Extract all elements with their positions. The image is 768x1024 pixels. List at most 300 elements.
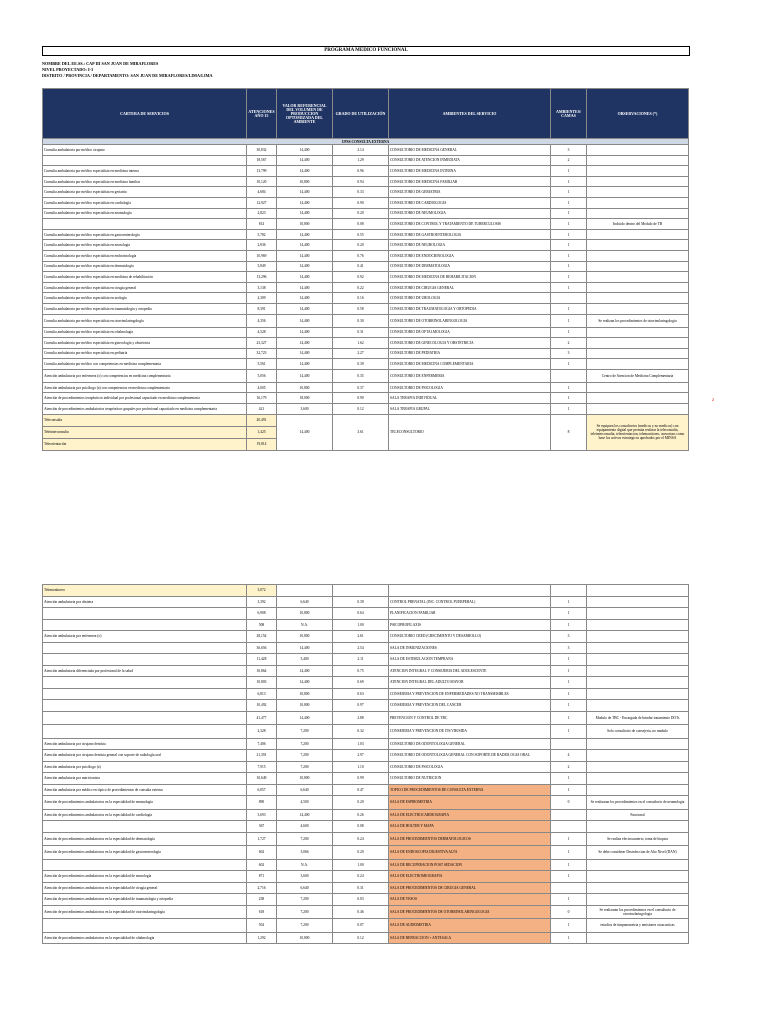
observaciones-cell bbox=[587, 303, 689, 314]
observaciones-cell bbox=[587, 197, 689, 208]
atenciones-cell: 10,649 bbox=[247, 773, 277, 785]
ambientes-camas-cell: 1 bbox=[551, 619, 587, 631]
table-row bbox=[43, 261, 689, 272]
observaciones-cell bbox=[587, 859, 689, 871]
valor-cell: 10,800 bbox=[277, 176, 333, 187]
ambiente-cell: CONSULTORIO DE MEDICINA DE REHABILITACION bbox=[389, 272, 551, 283]
ambientes-camas-cell bbox=[551, 369, 587, 382]
atenciones-cell: 1,727 bbox=[247, 832, 277, 846]
ambientes-camas-cell: 1 bbox=[551, 229, 587, 240]
grado-cell: 0.41 bbox=[333, 261, 389, 272]
grado-cell: 0.07 bbox=[333, 919, 389, 933]
cartera-cell: Consulta ambulatoria por médico especialista en ginecología y obstetricia bbox=[43, 338, 247, 349]
ambientes-camas-cell: 1 bbox=[551, 859, 587, 871]
atenciones-cell: 13,296 bbox=[247, 272, 277, 283]
ambientes-camas-cell: 3 bbox=[551, 642, 587, 654]
table-row bbox=[43, 932, 689, 944]
atenciones-cell: 5,056 bbox=[247, 369, 277, 382]
ambientes-camas-cell: 1 bbox=[551, 282, 587, 293]
grado-cell: 0.03 bbox=[333, 894, 389, 906]
valor-cell: 3,600 bbox=[277, 871, 333, 883]
ambiente-cell: CONTROL PRENATAL (INC. CONTROL PUERPERAL) bbox=[389, 596, 551, 608]
atenciones-cell: 3,072 bbox=[247, 585, 277, 597]
atenciones-cell: 10,803 bbox=[247, 677, 277, 689]
ambientes-camas-cell: 1 bbox=[551, 596, 587, 608]
ambiente-cell: CONSULTORIO DE TRAUMATOLOGIA Y ORTOPEDIA bbox=[389, 303, 551, 314]
table-row bbox=[43, 784, 689, 796]
cartera-cell: Atención ambulatoria por psicólogo (a) bbox=[43, 761, 247, 773]
atenciones-cell: 1,292 bbox=[247, 932, 277, 944]
grado-cell: 0.22 bbox=[333, 282, 389, 293]
observaciones-cell bbox=[587, 382, 689, 393]
observaciones-cell bbox=[587, 293, 689, 304]
valor-cell: 10,800 bbox=[277, 631, 333, 643]
ambiente-cell: SALA DE ELECTROCARDIOGRAFIA bbox=[389, 809, 551, 821]
atenciones-cell: 18,567 bbox=[247, 155, 277, 166]
valor-cell: 14,400 bbox=[277, 208, 333, 219]
ambiente-cell: SALA DE YESOS bbox=[389, 894, 551, 906]
ambientes-camas-cell: 1 bbox=[551, 187, 587, 198]
grado-cell: 0.96 bbox=[333, 166, 389, 177]
valor-cell: 6,640 bbox=[277, 784, 333, 796]
ambiente-cell bbox=[389, 585, 551, 597]
atenciones-cell: 7,406 bbox=[247, 738, 277, 750]
ambientes-camas-cell: 1 bbox=[551, 359, 587, 370]
atenciones-cell: 10,864 bbox=[247, 665, 277, 677]
table-row bbox=[43, 404, 689, 415]
table-row bbox=[43, 677, 689, 689]
grado-cell: 0.20 bbox=[333, 846, 389, 860]
cartera-cell bbox=[43, 677, 247, 689]
table-row bbox=[43, 303, 689, 314]
ambiente-cell: CONSEJERIA Y PREVENCION DE ENFERMEDADES NO TRANSMISIBLES bbox=[389, 688, 551, 700]
table-row bbox=[43, 282, 689, 293]
ambiente-cell: PREVENCION Y CONTROL DE TBC bbox=[389, 711, 551, 725]
grado-cell: 2.11 bbox=[333, 654, 389, 666]
valor-cell: 14,400 bbox=[277, 711, 333, 725]
ambiente-cell: CONSULTORIO DE DERMATOLOGIA bbox=[389, 261, 551, 272]
atenciones-cell: 12,927 bbox=[247, 197, 277, 208]
cartera-cell bbox=[43, 688, 247, 700]
cartera-cell: Consulta ambulatoria por médico especialista en urología bbox=[43, 293, 247, 304]
ambiente-cell: TOPICO DE PROCEDIMIENTOS DE CONSULTA EXTERNA bbox=[389, 784, 551, 796]
ambiente-cell: CONSULTORIO DE GERIATRIA bbox=[389, 187, 551, 198]
ambiente-cell: CONSULTORIO DE UROLOGIA bbox=[389, 293, 551, 304]
ambiente-cell: CONSULTORIO DE ATENCION INMEDIATA bbox=[389, 155, 551, 166]
cartera-cell: Consulta ambulatoria por médico especialista en cardiología bbox=[43, 197, 247, 208]
table-row bbox=[43, 821, 689, 833]
valor-cell: 14,400 bbox=[277, 338, 333, 349]
table-row bbox=[43, 272, 689, 283]
atenciones-cell: 8,391 bbox=[247, 303, 277, 314]
ambiente-cell: PLANIFICACION FAMILIAR bbox=[389, 608, 551, 620]
valor-cell: 14,400 bbox=[277, 314, 333, 327]
grado-cell: 0.24 bbox=[333, 832, 389, 846]
table-row bbox=[43, 596, 689, 608]
ambiente-cell: CONSULTORIO DE CARDIOLOGIA bbox=[389, 197, 551, 208]
ambiente-cell: SALA DE AUDIOMETRIA bbox=[389, 919, 551, 933]
ambientes-camas-cell: 1 bbox=[551, 773, 587, 785]
valor-cell: 14,400 bbox=[277, 197, 333, 208]
table-row bbox=[43, 240, 689, 251]
observaciones-cell bbox=[587, 327, 689, 338]
ambiente-cell: SALA DE HOLTER Y MAPA bbox=[389, 821, 551, 833]
col-ambientes-camas: AMBIENTES/ CAMAS bbox=[551, 89, 587, 139]
ambientes-camas-cell: 1 bbox=[551, 272, 587, 283]
valor-cell: 14,400 bbox=[277, 369, 333, 382]
cartera-cell bbox=[43, 700, 247, 712]
ambiente-cell: CONSEJERIA Y PREVENCION DE ITS/VIH/SIDA bbox=[389, 725, 551, 739]
cartera-cell bbox=[43, 711, 247, 725]
table-row bbox=[43, 642, 689, 654]
grado-cell: 0.32 bbox=[333, 725, 389, 739]
atenciones-cell: 10,969 bbox=[247, 250, 277, 261]
observaciones-cell bbox=[587, 631, 689, 643]
atenciones-cell: 13,799 bbox=[247, 166, 277, 177]
ambientes-camas-cell: 1 bbox=[551, 176, 587, 187]
table-row bbox=[43, 327, 689, 338]
table-row bbox=[43, 585, 689, 597]
observaciones-cell bbox=[587, 585, 689, 597]
ambiente-cell: CONSULTORIO DE MEDICINA INTERNA bbox=[389, 166, 551, 177]
table-row bbox=[43, 871, 689, 883]
atenciones-cell: 814 bbox=[247, 219, 277, 230]
atenciones-cell: 10,492 bbox=[247, 700, 277, 712]
valor-cell: 7,200 bbox=[277, 725, 333, 739]
table-row bbox=[43, 846, 689, 860]
ambiente-cell: SALA DE PROCEDIMIENTOS DE CIRUGIA GENERAL bbox=[389, 882, 551, 894]
ambiente-cell: SALA TERAPIA GRUPAL bbox=[389, 404, 551, 415]
valor-cell: 14,400 bbox=[277, 272, 333, 283]
table-row bbox=[43, 414, 689, 426]
observaciones-cell bbox=[587, 155, 689, 166]
cartera-cell: Atención de procedimientos ambulatorios en la especialidad de neurología bbox=[43, 871, 247, 883]
table-row bbox=[43, 688, 689, 700]
grado-cell: 0.33 bbox=[333, 187, 389, 198]
observaciones-cell bbox=[587, 688, 689, 700]
valor-cell: 7,200 bbox=[277, 738, 333, 750]
atenciones-cell: 2,328 bbox=[247, 725, 277, 739]
cartera-cell: Atención de procedimientos ambulatorios en la especialidad de oftalmología bbox=[43, 932, 247, 944]
observaciones-cell bbox=[587, 654, 689, 666]
grado-cell: 0.24 bbox=[333, 871, 389, 883]
grado-cell: 2.88 bbox=[333, 711, 389, 725]
grado-cell: 0.31 bbox=[333, 327, 389, 338]
cartera-cell: Atención ambulatoria por médico en tópico de procedimientos de consulta externa bbox=[43, 784, 247, 796]
valor-cell: 14,400 bbox=[277, 303, 333, 314]
valor-cell: 3,600 bbox=[277, 404, 333, 415]
grado-cell bbox=[333, 585, 389, 597]
atenciones-cell: 20,491 bbox=[247, 414, 277, 426]
table-row bbox=[43, 197, 689, 208]
ambientes-camas-cell: 1 bbox=[551, 871, 587, 883]
cartera-cell: Consulta ambulatoria por médico especialista en dermatología bbox=[43, 261, 247, 272]
valor-cell: 14,400 bbox=[277, 250, 333, 261]
cartera-cell bbox=[43, 155, 247, 166]
ambiente-cell: CONSULTORIO DE MEDICINA COMPLEMENTARIA bbox=[389, 359, 551, 370]
ambiente-cell: SALA DE ELECTROMIOGRAFIA bbox=[389, 871, 551, 883]
cartera-cell: Consulta ambulatoria por médico especialista en geriatría bbox=[43, 187, 247, 198]
grado-cell: 0.46 bbox=[333, 905, 389, 919]
table-row bbox=[43, 382, 689, 393]
valor-cell: 14,400 bbox=[277, 677, 333, 689]
valor-cell: 5,400 bbox=[277, 654, 333, 666]
valor-cell: N.A. bbox=[277, 859, 333, 871]
observaciones-cell bbox=[587, 359, 689, 370]
ambientes-camas-cell: 1 bbox=[551, 608, 587, 620]
ambientes-camas-cell: 1 bbox=[551, 688, 587, 700]
observaciones-cell: Se equipara los consultorios (medicos y no medicos) con equipamiento digital que permita realizar la teleconsulta, teleinterconsulta, teleorientacion, telemonitoreo, asesoriass como base los activos estrategicos aprobados por el MINSA bbox=[587, 414, 689, 450]
ambientes-camas-cell: 3 bbox=[551, 348, 587, 359]
cartera-cell: Atención ambulatoria por obstetra bbox=[43, 596, 247, 608]
grado-cell: 0.37 bbox=[333, 382, 389, 393]
ambientes-camas-cell: 1 bbox=[551, 327, 587, 338]
grado-cell: 0.16 bbox=[333, 293, 389, 304]
grado-cell: 0.58 bbox=[333, 303, 389, 314]
observaciones-cell bbox=[587, 750, 689, 762]
grado-cell: 1.10 bbox=[333, 761, 389, 773]
observaciones-cell bbox=[587, 208, 689, 219]
services-table-bottom bbox=[42, 584, 689, 944]
ambiente-cell: CONSULTORIO DE ENDOCRINOLOGIA bbox=[389, 250, 551, 261]
valor-cell: 10,800 bbox=[277, 219, 333, 230]
observaciones-cell: Modulo de TBC - Encargada de brindar tratamiento DOTs bbox=[587, 711, 689, 725]
ambientes-camas-cell: 1 bbox=[551, 219, 587, 230]
cartera-cell: Consulta ambulatoria por médico especialista en neumología bbox=[43, 208, 247, 219]
ambiente-cell: CONSULTORIO DE NEUROLOGIA bbox=[389, 240, 551, 251]
cartera-cell bbox=[43, 219, 247, 230]
cartera-cell: Atención de procedimientos ambulatorios en la especialidad de traumatología y ortopedia bbox=[43, 894, 247, 906]
valor-cell: 7,200 bbox=[277, 761, 333, 773]
ambientes-camas-cell: 8 bbox=[551, 414, 587, 450]
ambiente-cell: ATENCION INTEGRAL Y CONSEJERIA DEL ADOLESCENTE bbox=[389, 665, 551, 677]
ambiente-cell: SALA DE REFRACCION + ANTESALA bbox=[389, 932, 551, 944]
observaciones-cell bbox=[587, 665, 689, 677]
observaciones-cell bbox=[587, 404, 689, 415]
atenciones-cell: 16,179 bbox=[247, 393, 277, 404]
atenciones-cell: 6,908 bbox=[247, 608, 277, 620]
observaciones-cell bbox=[587, 761, 689, 773]
table-row bbox=[43, 176, 689, 187]
observaciones-cell bbox=[587, 240, 689, 251]
ambiente-cell: SALA DE ESTIMULACION TEMPRANA bbox=[389, 654, 551, 666]
cartera-cell bbox=[43, 654, 247, 666]
atenciones-cell: 6,813 bbox=[247, 688, 277, 700]
atenciones-cell: 5,561 bbox=[247, 359, 277, 370]
cartera-cell: Teleinterconsulta bbox=[43, 426, 247, 438]
ambiente-cell: CONSULTORIO DE GASTROENTEROLOGIA bbox=[389, 229, 551, 240]
valor-cell: 18,000 bbox=[277, 393, 333, 404]
cartera-cell: Consulta ambulatoria por médico especialista en endocrinología bbox=[43, 250, 247, 261]
observaciones-cell bbox=[587, 166, 689, 177]
observaciones-cell bbox=[587, 348, 689, 359]
ambientes-camas-cell: 0 bbox=[551, 796, 587, 810]
atenciones-cell: 618 bbox=[247, 905, 277, 919]
atenciones-cell: 6,057 bbox=[247, 784, 277, 796]
ambientes-camas-cell: 1 bbox=[551, 711, 587, 725]
cartera-cell: Atención de procedimientos ambulatorios en la especialidad de gastroenterología bbox=[43, 846, 247, 860]
observaciones-cell: estudios de timpanometria y emisiones otoacusticas bbox=[587, 919, 689, 933]
atenciones-cell: 2,309 bbox=[247, 293, 277, 304]
atenciones-cell: 421 bbox=[247, 404, 277, 415]
atenciones-cell: 36,656 bbox=[247, 642, 277, 654]
grado-cell: 0.94 bbox=[333, 176, 389, 187]
table-row bbox=[43, 619, 689, 631]
atenciones-cell: 4,005 bbox=[247, 382, 277, 393]
cartera-cell bbox=[43, 919, 247, 933]
ambientes-camas-cell: 1 bbox=[551, 677, 587, 689]
grado-cell: 0.63 bbox=[333, 688, 389, 700]
cartera-cell: Consulta ambulatoria por médico especialista en cirugía general bbox=[43, 282, 247, 293]
col-cartera: CARTERA DE SERVICIOS bbox=[43, 89, 247, 139]
valor-cell: N.A. bbox=[277, 619, 333, 631]
facility-level: NIVEL PROYECTADO: I-3 bbox=[42, 67, 94, 72]
cartera-cell: Atención ambulatoria por nutricionista bbox=[43, 773, 247, 785]
grado-cell: 0.99 bbox=[333, 773, 389, 785]
section-band: UPSS CONSULTA EXTERNA bbox=[43, 139, 689, 145]
cartera-cell: Consulta ambulatoria por médico especialista en medicina familiar bbox=[43, 176, 247, 187]
table-row bbox=[43, 219, 689, 230]
table-row bbox=[43, 250, 689, 261]
ambiente-cell: CONSULTORIO CRED (CRECIMIENTO Y DESARROLLO) bbox=[389, 631, 551, 643]
ambiente-cell: CONSULTORIO DE NUTRICION bbox=[389, 773, 551, 785]
grado-cell: 0.20 bbox=[333, 240, 389, 251]
ambientes-camas-cell: 1 bbox=[551, 832, 587, 846]
cartera-cell: Consulta ambulatoria por médico con competencias en medicina complementaria bbox=[43, 359, 247, 370]
atenciones-cell: 41,477 bbox=[247, 711, 277, 725]
observaciones-cell bbox=[587, 272, 689, 283]
valor-cell: 7,200 bbox=[277, 894, 333, 906]
ambientes-camas-cell: 3 bbox=[551, 631, 587, 643]
ambiente-cell: SALA DE INMUNIZACIONES bbox=[389, 642, 551, 654]
table-row bbox=[43, 809, 689, 821]
grado-cell: 0.92 bbox=[333, 272, 389, 283]
ambientes-camas-cell: 1 bbox=[551, 166, 587, 177]
ambientes-camas-cell: 1 bbox=[551, 240, 587, 251]
ambiente-cell: CONSULTORIO DE MEDICINA FAMILIAR bbox=[389, 176, 551, 187]
atenciones-cell: 2,836 bbox=[247, 240, 277, 251]
valor-cell: 14,400 bbox=[277, 166, 333, 177]
grado-cell: 0.64 bbox=[333, 608, 389, 620]
atenciones-cell: 508 bbox=[247, 619, 277, 631]
table-row bbox=[43, 700, 689, 712]
observaciones-cell: Se realizaran los procedimientos en el consultorio de otorrinolaringologia bbox=[587, 905, 689, 919]
grado-cell: 1.00 bbox=[333, 859, 389, 871]
table-row bbox=[43, 919, 689, 933]
ambientes-camas-cell: 1 bbox=[551, 314, 587, 327]
grado-cell: 0.69 bbox=[333, 677, 389, 689]
grado-cell: 1.00 bbox=[333, 619, 389, 631]
observaciones-cell: Centro de Atencion de Medicina Complementaria bbox=[587, 369, 689, 382]
cartera-cell: Consulta ambulatoria por médico especialista en neurología bbox=[43, 240, 247, 251]
valor-cell: 14,400 bbox=[277, 187, 333, 198]
ambiente-cell: SALA DE ENDOSCOPIA DIGESTIVA ALTA bbox=[389, 846, 551, 860]
ambiente-cell: CONSULTORIO DE PEDIATRIA bbox=[389, 348, 551, 359]
atenciones-cell: 30,832 bbox=[247, 145, 277, 156]
ambiente-cell: CONSULTORIO DE OTORRINOLARINGOLOGIA bbox=[389, 314, 551, 327]
cartera-cell: Consulta ambulatoria por médico especialista en medicina interna bbox=[43, 166, 247, 177]
table-row bbox=[43, 155, 689, 166]
atenciones-cell: 5,849 bbox=[247, 261, 277, 272]
cartera-cell bbox=[43, 619, 247, 631]
cartera-cell bbox=[43, 725, 247, 739]
ambientes-camas-cell bbox=[551, 738, 587, 750]
atenciones-cell: 3,138 bbox=[247, 282, 277, 293]
cartera-cell: Atención de procedimientos ambulatorios en la especialidad de neumología bbox=[43, 796, 247, 810]
atenciones-cell: 1,425 bbox=[247, 426, 277, 438]
ambientes-camas-cell: 1 bbox=[551, 784, 587, 796]
observaciones-cell bbox=[587, 821, 689, 833]
valor-cell: 3,066 bbox=[277, 846, 333, 860]
valor-cell: 14,400 bbox=[277, 240, 333, 251]
valor-cell: 7,200 bbox=[277, 832, 333, 846]
table-row bbox=[43, 882, 689, 894]
valor-cell: 10,800 bbox=[277, 932, 333, 944]
ambiente-cell: CONSULTORIO DE ODONTOLOGIA GENERAL CON SOPORTE DE RADIOLOGIA ORAL bbox=[389, 750, 551, 762]
ambientes-camas-cell: 1 bbox=[551, 894, 587, 906]
ambientes-camas-cell: 2 bbox=[551, 338, 587, 349]
table-row bbox=[43, 859, 689, 871]
atenciones-cell: 19,814 bbox=[247, 438, 277, 450]
ambiente-cell: CONSULTORIO DE PSICOLOGIA bbox=[389, 382, 551, 393]
grado-cell: 0.55 bbox=[333, 229, 389, 240]
observaciones-cell bbox=[587, 187, 689, 198]
atenciones-cell: 28,154 bbox=[247, 631, 277, 643]
grado-cell: 1.03 bbox=[333, 738, 389, 750]
cartera-cell: Consulta ambulatoria por médico especialista en oftalmología bbox=[43, 327, 247, 338]
observaciones-cell bbox=[587, 738, 689, 750]
cartera-cell: Atención ambulatoria por cirujano dentista bbox=[43, 738, 247, 750]
facility-name: NOMBRE DEL EE.SS.: CAP III SAN JUAN DE MIRAFLORES bbox=[42, 61, 159, 66]
cartera-cell: Atención ambulatoria por enfermera (o) bbox=[43, 631, 247, 643]
table-row bbox=[43, 608, 689, 620]
atenciones-cell: 602 bbox=[247, 846, 277, 860]
ambientes-camas-cell: 1 bbox=[551, 208, 587, 219]
ambientes-camas-cell: 1 bbox=[551, 250, 587, 261]
observaciones-cell: Se debe considerar Desinfeccion de Alto Nivel (DAN) bbox=[587, 846, 689, 860]
col-grado: GRADO DE UTILIZACIÓN bbox=[333, 89, 389, 139]
ambientes-camas-cell: 1 bbox=[551, 197, 587, 208]
ambientes-camas-cell bbox=[551, 882, 587, 894]
observaciones-cell bbox=[587, 145, 689, 156]
cartera-cell bbox=[43, 821, 247, 833]
ambiente-cell: ATENCION INTEGRAL DEL ADULTO MAYOR bbox=[389, 677, 551, 689]
observaciones-cell bbox=[587, 642, 689, 654]
ambientes-camas-cell: 1 bbox=[551, 303, 587, 314]
atenciones-cell: 3,693 bbox=[247, 809, 277, 821]
table-row bbox=[43, 894, 689, 906]
observaciones-cell bbox=[587, 261, 689, 272]
grado-cell: 0.30 bbox=[333, 314, 389, 327]
atenciones-cell: 4,528 bbox=[247, 327, 277, 338]
ambientes-camas-cell: 1 bbox=[551, 404, 587, 415]
observaciones-cell bbox=[587, 871, 689, 883]
cartera-cell: Atención de procedimientos terapéuticos individual por profesional capacitado en medicina complementaria bbox=[43, 393, 247, 404]
grado-cell: 0.26 bbox=[333, 809, 389, 821]
cartera-cell bbox=[43, 642, 247, 654]
observaciones-cell bbox=[587, 932, 689, 944]
grado-cell: 2.54 bbox=[333, 642, 389, 654]
cartera-cell: Atención de procedimientos ambulatorios en la especialidad de dermatología bbox=[43, 832, 247, 846]
grado-cell: 2.61 bbox=[333, 631, 389, 643]
grado-cell: 3.61 bbox=[333, 414, 389, 450]
ambiente-cell: CONSULTORIO DE GINECOLOGIA Y OBSTETRICIA bbox=[389, 338, 551, 349]
valor-cell: 6,640 bbox=[277, 882, 333, 894]
ambiente-cell: CONSULTORIO DE CIRUGIA GENERAL bbox=[389, 282, 551, 293]
ambiente-cell: CONSEJERIA Y PREVENCION DEL CANCER bbox=[389, 700, 551, 712]
valor-cell: 4,500 bbox=[277, 796, 333, 810]
grado-cell: 0.39 bbox=[333, 596, 389, 608]
